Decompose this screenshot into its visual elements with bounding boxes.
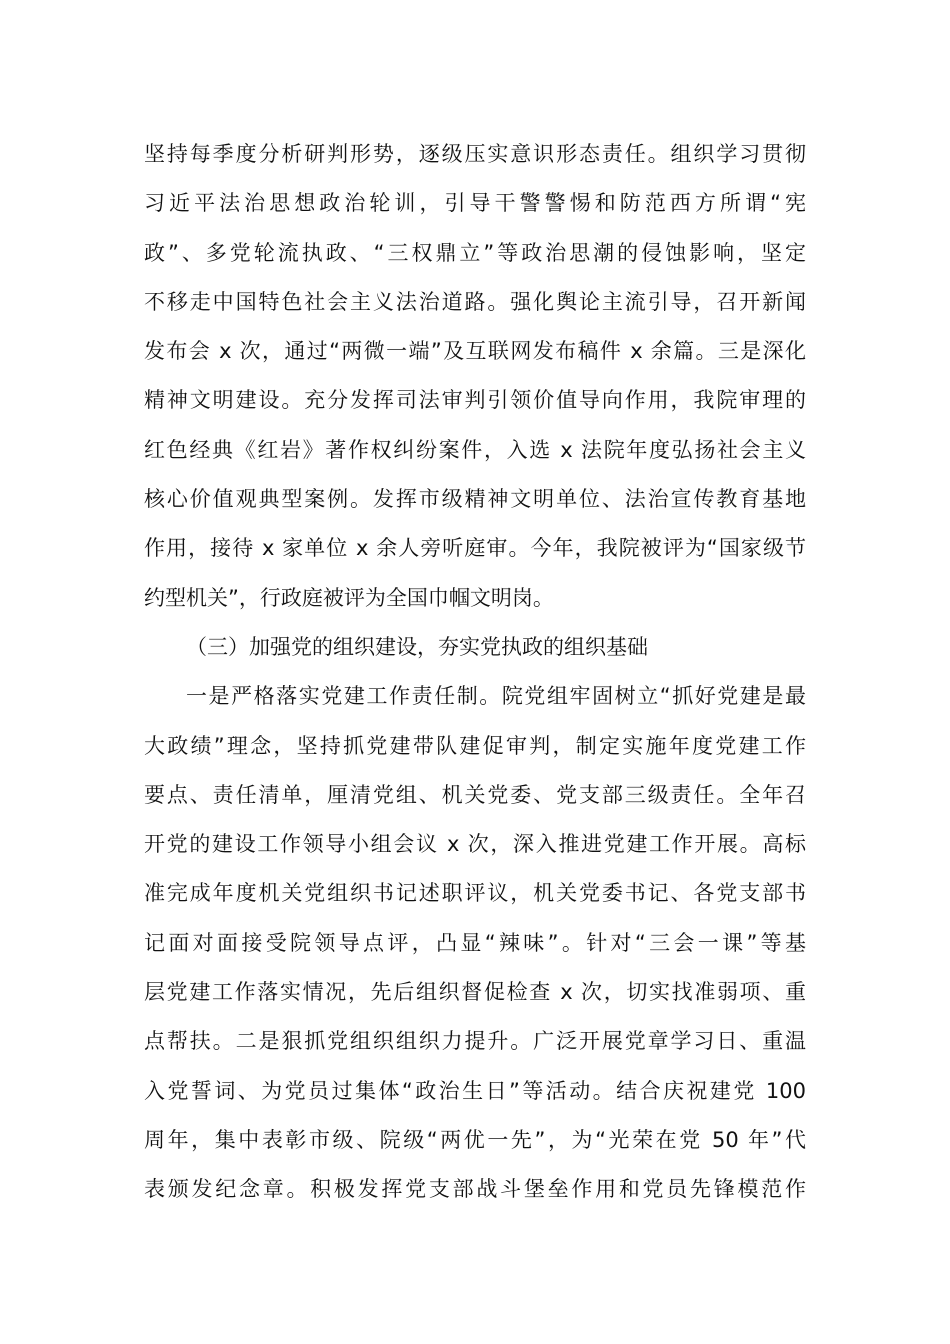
text-line: 作用，接待 x 家单位 x 余人旁听庭审。今年，我院被评为“国家级节 [144,536,806,561]
text-line: （三）加强党的组织建设，夯实党执政的组织基础 [186,634,648,659]
text-line: 要点、责任清单，厘清党组、机关党委、党支部三级责任。全年召 [144,782,806,807]
text-line: 精神文明建设。充分发挥司法审判引领价值导向作用，我院审理的 [144,388,806,413]
text-line: 层党建工作落实情况，先后组织督促检查 x 次，切实找准弱项、重 [144,980,806,1005]
text-line: 入党誓词、为党员过集体“政治生日”等活动。结合庆祝建党 100 [144,1078,806,1103]
text-line: 表颁发纪念章。积极发挥党支部战斗堡垒作用和党员先锋模范作 [144,1177,806,1202]
text-line: 开党的建设工作领导小组会议 x 次，深入推进党建工作开展。高标 [144,832,806,857]
text-line: 发布会 x 次，通过“两微一端”及互联网发布稿件 x 余篇。三是深化 [144,339,806,364]
text-line: 坚持每季度分析研判形势，逐级压实意识形态责任。组织学习贯彻 [144,142,806,166]
text-line: 周年，集中表彰市级、院级“两优一先”，为“光荣在党 50 年”代 [144,1127,806,1152]
text-line: 核心价值观典型案例。发挥市级精神文明单位、法治宣传教育基地 [144,487,806,512]
text-line: 准完成年度机关党组织书记述职评议，机关党委书记、各党支部书 [144,881,806,906]
body-text [144,130,806,1215]
text-line: 记面对面接受院领导点评，凸显“辣味”。针对“三会一课”等基 [144,930,806,955]
text-line: 一是严格落实党建工作责任制。院党组牢固树立“抓好党建是最 [186,684,806,709]
text-line: 约型机关”，行政庭被评为全国巾帼文明岗。 [144,585,554,610]
text-line: 习近平法治思想政治轮训，引导干警警惕和防范西方所谓“宪 [144,191,806,216]
text-line: 政”、多党轮流执政、“三权鼎立”等政治思潮的侵蚀影响，坚定 [144,240,806,265]
text-line: 点帮扶。二是狠抓党组织组织力提升。广泛开展党章学习日、重温 [144,1029,806,1054]
text-line: 红色经典《红岩》著作权纠纷案件，入选 x 法院年度弘扬社会主义 [144,437,806,462]
text-line: 不移走中国特色社会主义法治道路。强化舆论主流引导，召开新闻 [144,289,806,314]
text-line: 大政绩”理念，坚持抓党建带队建促审判，制定实施年度党建工作 [144,733,806,758]
